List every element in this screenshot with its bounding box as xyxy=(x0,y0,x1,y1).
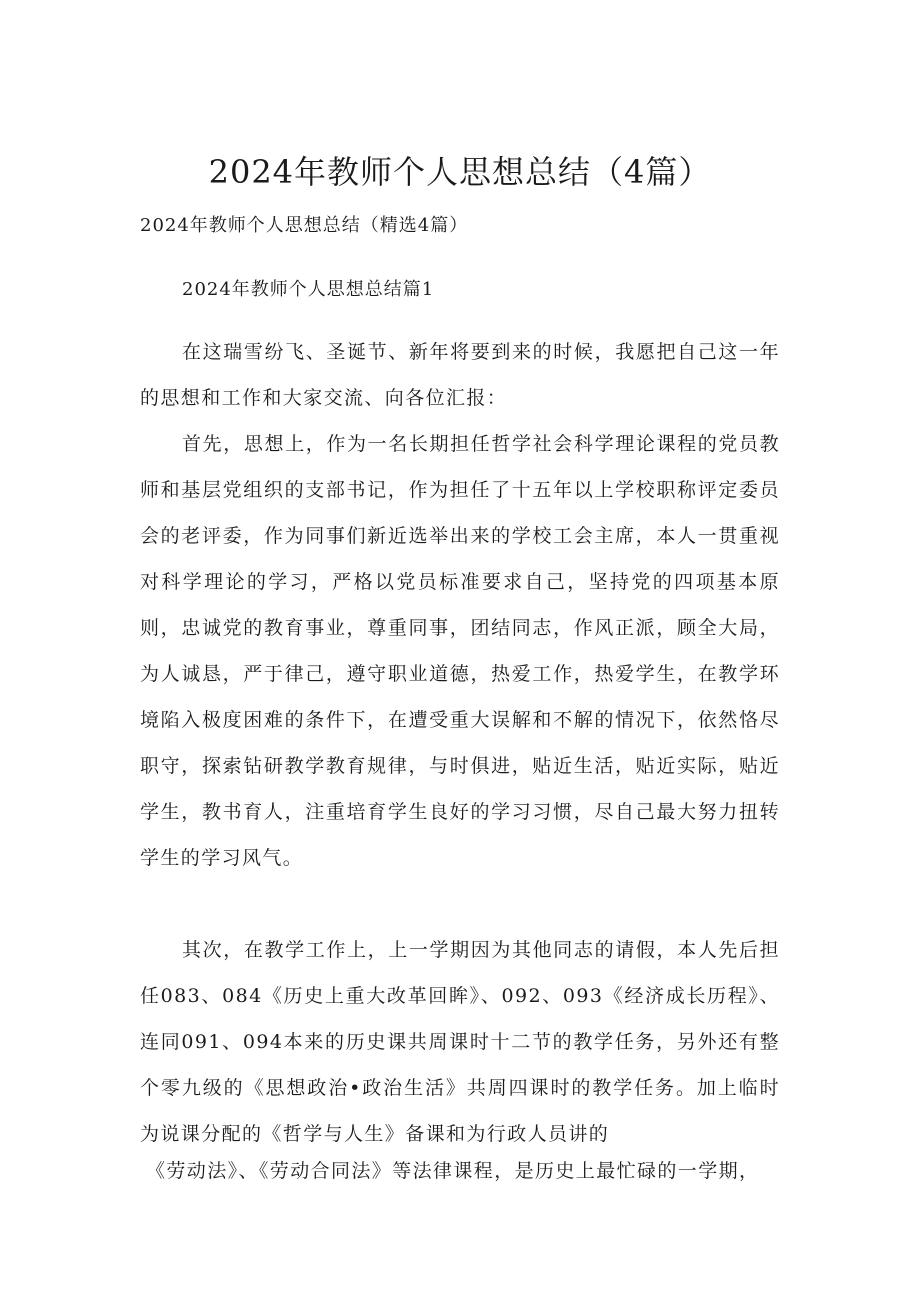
section-heading: 2024年教师个人思想总结篇1 xyxy=(182,279,435,300)
paragraph-thought: 首先，思想上，作为一名长期担任哲学社会科学理论课程的党员教师和基层党组织的支部书记，作为担任了十五年以上学校职称评定委员会的老评委，作为同事们新近选举出来的学校工会主席，本人一贯重视对科学理论的学习，严格以党员标准要求自己，坚持党的四项基本原则，忠诚党的教育事业，尊重同事，团结同志，作风正派，顾全大局，为人诚恳，严于律己，遵守职业道德，热爱工作，热爱学生，在教学环境陷入极度困难的条件下，在遭受重大误解和不解的情况下，依然恪尽职守，探索钻研教学教育规律，与时俱进，贴近生活，贴近实际，贴近学生，教书育人，注重培育学生良好的学习习惯，尽自己最大努力扭转学生的学习风气。 xyxy=(140,433,780,869)
document-subtitle: 2024年教师个人思想总结（精选4篇） xyxy=(140,215,469,236)
document-title: 2024年教师个人思想总结（4篇） xyxy=(208,153,712,191)
paragraph-teaching: 其次，在教学工作上，上一学期因为其他同志的请假，本人先后担任083、084《历史上重大改革回眸》、092、093《经济成长历程》、连同091、094本来的历史课共周课时十二节的教学任务，另外还有整个零九级的《思想政治•政治生活》共周四课时的教学任务。加上临时为说课分配的《哲学与人生》备课和为行政人员讲的 xyxy=(140,939,780,1145)
paragraph-continued: 《劳动法》、《劳动合同法》等法律课程，是历史上最忙碌的一学期， xyxy=(146,1160,760,1182)
paragraph-intro: 在这瑞雪纷飞、圣诞节、新年将要到来的时候，我愿把自己这一年的思想和工作和大家交流、向各位汇报： xyxy=(140,341,780,409)
